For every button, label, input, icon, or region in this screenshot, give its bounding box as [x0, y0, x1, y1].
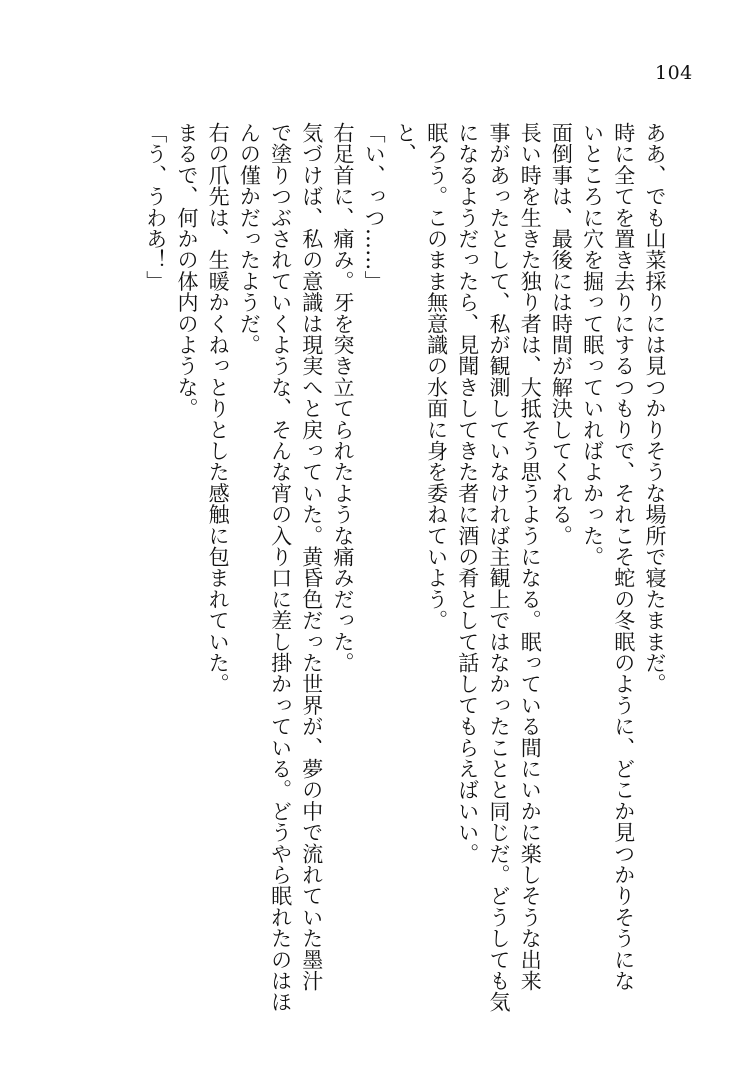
- text-line: 眠ろう。このまま無意識の水面に身を委ねていよう。: [424, 122, 449, 631]
- text-line: で塗りつぶされていくような、そんな宵の入り口に差し掛かっている。どうやら眠れたのはほ: [268, 122, 293, 1013]
- text-line: 事があったとして、私が観測していなければ主観上ではなかったことと同じだ。どうしても気: [486, 122, 511, 1013]
- text-line: と、: [393, 122, 418, 165]
- text-line: になるようだったら、見聞きしてきた者に酒の肴として話してもらえばいい。: [455, 122, 480, 864]
- page-number: 104: [655, 62, 693, 84]
- text-line: いところに穴を掘って眠っていればよかった。: [580, 122, 605, 568]
- vertical-text-body: [100, 122, 670, 1022]
- text-line: 気づけば、私の意識は現実へと戻っていた。黄昏色だった世界が、夢の中で流れていた墨汁: [299, 122, 324, 992]
- text-line: 「い、っつ……」: [362, 122, 387, 292]
- text-line: 右の爪先は、生暖かくねっとりとした感触に包まれていた。: [206, 122, 231, 695]
- text-line: まるで、何かの体内のような。: [174, 122, 199, 419]
- text-line: 右足首に、痛み。牙を突き立てられたような痛みだった。: [330, 122, 355, 674]
- text-line: 面倒事は、最後には時間が解決してくれる。: [549, 122, 574, 546]
- text-line: 長い時を生きた独り者は、大抵そう思うようになる。眠っている間にいかに楽しそうな出来: [518, 122, 543, 992]
- text-line: んの僅かだったようだ。: [237, 122, 262, 356]
- text-line: 時に全てを置き去りにするつもりで、それこそ蛇の冬眠のように、どこか見つかりそうにな: [611, 122, 636, 992]
- text-line: 「う、うわあ！」: [143, 122, 168, 292]
- text-line: ああ、でも山菜採りには見つかりそうな場所で寝たままだ。: [643, 122, 667, 695]
